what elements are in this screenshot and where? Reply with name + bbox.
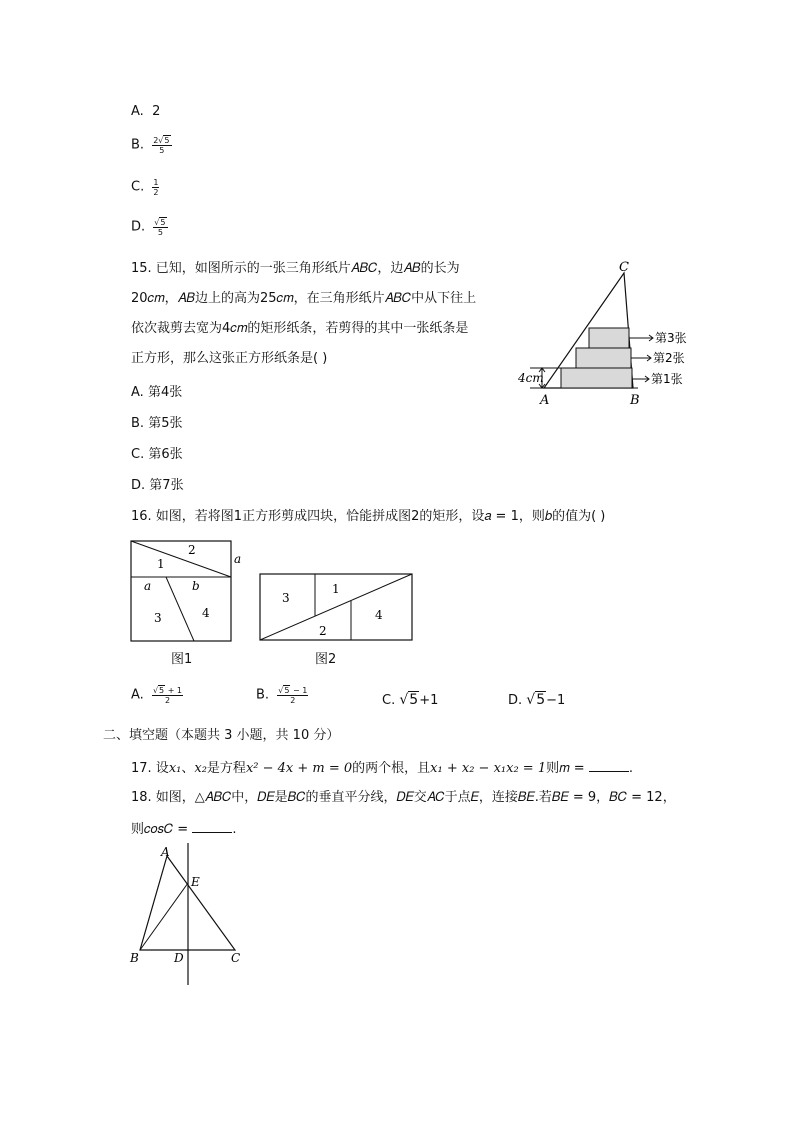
fig1-piece-2: 2 xyxy=(188,543,196,557)
q17-answer-blank[interactable] xyxy=(589,759,629,772)
point-a-label: A xyxy=(161,845,170,859)
strip-3 xyxy=(589,328,629,348)
q15-line-1: 15. 已知，如图所示的一张三角形纸片𝐴𝐵𝐶，边𝐴𝐵的长为 xyxy=(131,261,460,276)
fig1-caption: 图1 xyxy=(171,652,193,667)
fig2-piece-3: 3 xyxy=(282,591,290,605)
fig1-piece-1: 1 xyxy=(157,557,165,571)
height-label: 4cm xyxy=(518,371,544,385)
fig1-piece-3: 3 xyxy=(154,611,162,625)
q16-option-b: B. $\frac{√5 - 1}{2}$ xyxy=(256,686,308,705)
q15-option-a: A. 第4张 xyxy=(131,385,183,400)
fig2-caption: 图2 xyxy=(315,652,337,667)
q15-line-2: 20𝑐𝑚，𝐴𝐵边上的高为25𝑐𝑚，在三角形纸片𝐴𝐵𝐶中从下往上 xyxy=(131,291,477,306)
q18-answer-blank[interactable] xyxy=(192,820,232,833)
fig2-piece-4: 4 xyxy=(375,608,383,622)
q15-triangle-figure xyxy=(510,255,710,415)
q15-option-b: B. 第5张 xyxy=(131,416,183,431)
fig1-piece-4: 4 xyxy=(202,606,210,620)
fig1-label-b: b xyxy=(192,579,200,593)
q14-option-a-value: 2 xyxy=(152,104,161,119)
q17-stem: 17. 设𝑥₁、𝑥₂是方程𝑥² − 4𝑥 + 𝑚 = 0的两个根，且𝑥₁ + 𝑥₂ − 𝑥₁𝑥₂ = 1则𝑚 = . xyxy=(131,761,633,776)
q18-line-1: 18. 如图，△𝐴𝐵𝐶中，𝐷𝐸是𝐵𝐶的垂直平分线，𝐷𝐸交𝐴𝐶于点𝐸，连接𝐵𝐸.若𝐵𝐸 = 9，𝐵𝐶 = 12， xyxy=(131,790,676,805)
q16-figure-2 xyxy=(255,568,420,648)
q16-stem: 16. 如图，若将图1正方形剪成四块，恰能拼成图2的矩形，设𝑎 = 1，则𝑏的值为( ) xyxy=(131,509,606,524)
fig1-side-a: a xyxy=(234,552,242,566)
fig2-piece-1: 1 xyxy=(332,582,340,596)
vertex-b-label: B xyxy=(630,393,640,408)
point-d-label: D xyxy=(174,951,184,965)
q18-line-2: 则𝑐𝑜𝑠𝐶 = . xyxy=(131,822,237,837)
q14-option-c-fraction: $\frac{1}{2}$ xyxy=(153,178,159,197)
segment-be xyxy=(140,883,188,950)
q18-triangle-figure xyxy=(125,843,265,993)
strip-1-label: 第1张 xyxy=(651,372,683,386)
vertex-c-label: C xyxy=(619,260,629,275)
point-e-label: E xyxy=(191,875,200,889)
q14-option-d-fraction: $\frac{√5}{5}$ xyxy=(154,218,166,237)
q14-option-b: B. $\frac{2√5}{5}$ xyxy=(131,136,170,155)
q15-line-4: 正方形，那么这张正方形纸条是( ) xyxy=(131,351,328,366)
section-2-title: 二、填空题（本题共 3 小题，共 10 分） xyxy=(103,728,340,743)
fig2-piece-2: 2 xyxy=(319,624,327,638)
q15-option-c: C. 第6张 xyxy=(131,447,183,462)
strip-2-label: 第2张 xyxy=(653,351,685,365)
point-b-label: B xyxy=(130,951,139,965)
q16-option-a: A. $\frac{√5 + 1}{2}$ xyxy=(131,686,183,705)
q14-option-c: C. $\frac{1}{2}$ xyxy=(131,178,159,197)
vertex-a-label: A xyxy=(540,393,550,408)
q16-figure-1 xyxy=(125,535,255,645)
q16-option-c: C. √5+1 xyxy=(382,692,439,708)
strip-1 xyxy=(561,368,632,388)
q15-line-3: 依次裁剪去宽为4𝑐𝑚的矩形纸条，若剪得的其中一张纸条是 xyxy=(131,321,469,336)
q14-option-d: D. $\frac{√5}{5}$ xyxy=(131,218,166,237)
strip-3-label: 第3张 xyxy=(655,331,687,345)
strip-2 xyxy=(576,348,631,368)
q15-option-d: D. 第7张 xyxy=(131,478,184,493)
fig1-label-a: a xyxy=(144,579,152,593)
q16-option-d: D. √5−1 xyxy=(508,692,566,708)
point-c-label: C xyxy=(231,951,241,965)
q14-option-a: A. 2 xyxy=(131,104,161,119)
q14-option-b-fraction: $\frac{2√5}{5}$ xyxy=(153,136,170,155)
